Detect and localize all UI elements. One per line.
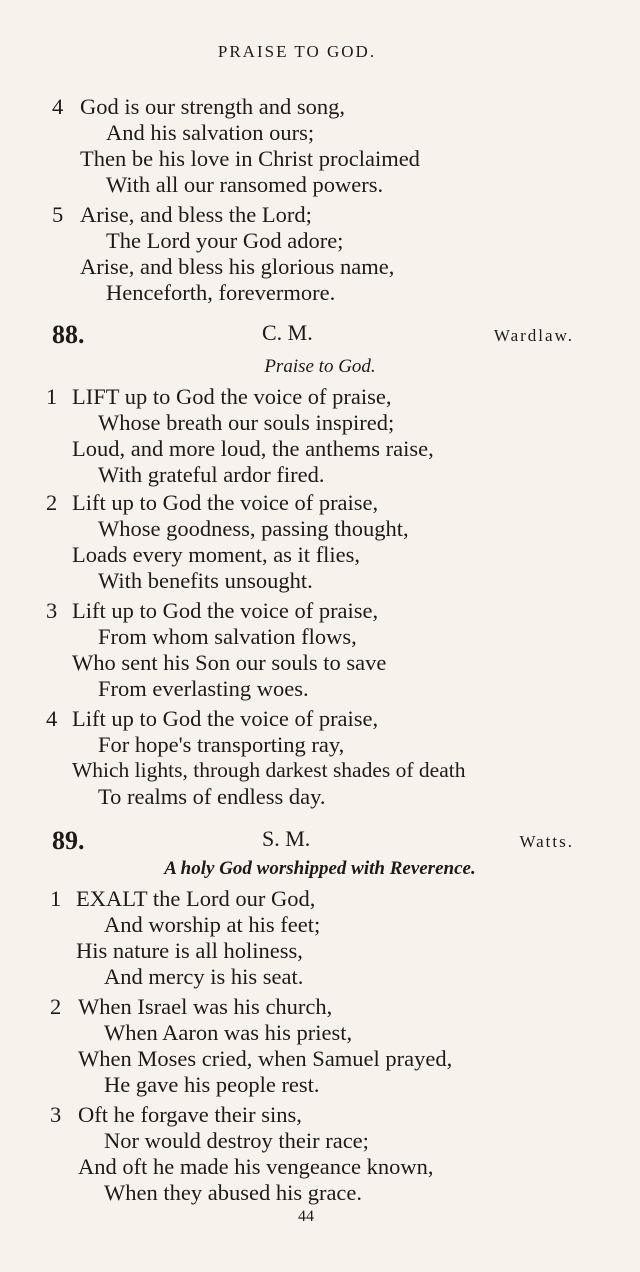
verse-line: LIFT up to God the voice of praise, [72,384,392,409]
verse-line: Arise, and bless his glorious name, [80,254,395,279]
stanza-number: 5 [52,202,64,227]
hymn-author: Watts. [519,832,574,851]
stanza-number: 2 [46,490,58,515]
verse-line: When they abused his grace. [104,1180,363,1205]
verse-line: Oft he forgave their sins, [78,1102,302,1127]
verse-line: Lift up to God the voice of praise, [72,490,379,515]
verse-line: His nature is all holiness, [76,938,303,963]
verse-line: Henceforth, forevermore. [106,280,336,305]
verse-line: With all our ransomed powers. [106,172,384,197]
verse-line: The Lord your God adore; [106,228,344,253]
hymn-number: 88. [52,320,85,349]
verse-line: Whose goodness, passing thought, [98,516,409,541]
verse-line: When Moses cried, when Samuel prayed, [78,1046,453,1071]
verse-line: God is our strength and song, [80,94,345,119]
verse-line: He gave his people rest. [104,1072,320,1097]
verse-line: From whom salvation flows, [98,624,357,649]
running-head: PRAISE TO GOD. [217,42,377,61]
verse-line: Who sent his Son our souls to save [72,650,387,675]
verse-line: To realms of endless day. [98,784,326,809]
verse-line: EXALT the Lord our God, [76,886,316,911]
stanza-number: 3 [46,598,58,623]
stanza-number: 4 [46,706,58,731]
verse-line: And mercy is his seat. [104,964,304,989]
verse-line: With grateful ardor fired. [98,462,325,487]
verse-line: Loud, and more loud, the anthems raise, [72,436,434,461]
verse-line: Lift up to God the voice of praise, [72,598,379,623]
hymn-89-title: A holy God worshipped with Reverence. [164,858,476,879]
verse-line: Then be his love in Christ proclaimed [80,146,420,171]
stanza-number: 1 [50,886,62,911]
stanza-number: 3 [50,1102,62,1127]
verse-line: Arise, and bless the Lord; [80,202,312,227]
verse-line: Nor would destroy their race; [104,1128,369,1153]
hymn-author: Wardlaw. [493,326,574,345]
stanza-number: 1 [46,384,58,409]
verse-line: When Aaron was his priest, [104,1020,353,1045]
hymn-meter: S. M. [262,826,311,851]
verse-line: Lift up to God the voice of praise, [72,706,379,731]
verse-line: And his salvation ours; [106,120,315,145]
hymn-88-title: Praise to God. [264,356,376,377]
hymn-88-header [0,320,640,350]
verse-line: For hope's transporting ray, [98,732,345,757]
verse-line: With benefits unsought. [98,568,313,593]
hymn-number: 89. [52,826,85,855]
verse-line: And oft he made his vengeance known, [78,1154,434,1179]
verse-line: Loads every moment, as it flies, [72,542,361,567]
verse-line: When Israel was his church, [78,994,333,1019]
verse-line: Whose breath our souls inspired; [98,410,395,435]
stanza-number: 4 [52,94,64,119]
verse-line: Which lights, through darkest shades of death [72,758,466,782]
verse-line: From everlasting woes. [98,676,309,701]
page-number: 44 [298,1208,314,1225]
hymn-89-header [0,826,640,856]
stanza-number: 2 [50,994,62,1019]
hymn-meter: C. M. [262,320,313,345]
verse-line: And worship at his feet; [104,912,321,937]
